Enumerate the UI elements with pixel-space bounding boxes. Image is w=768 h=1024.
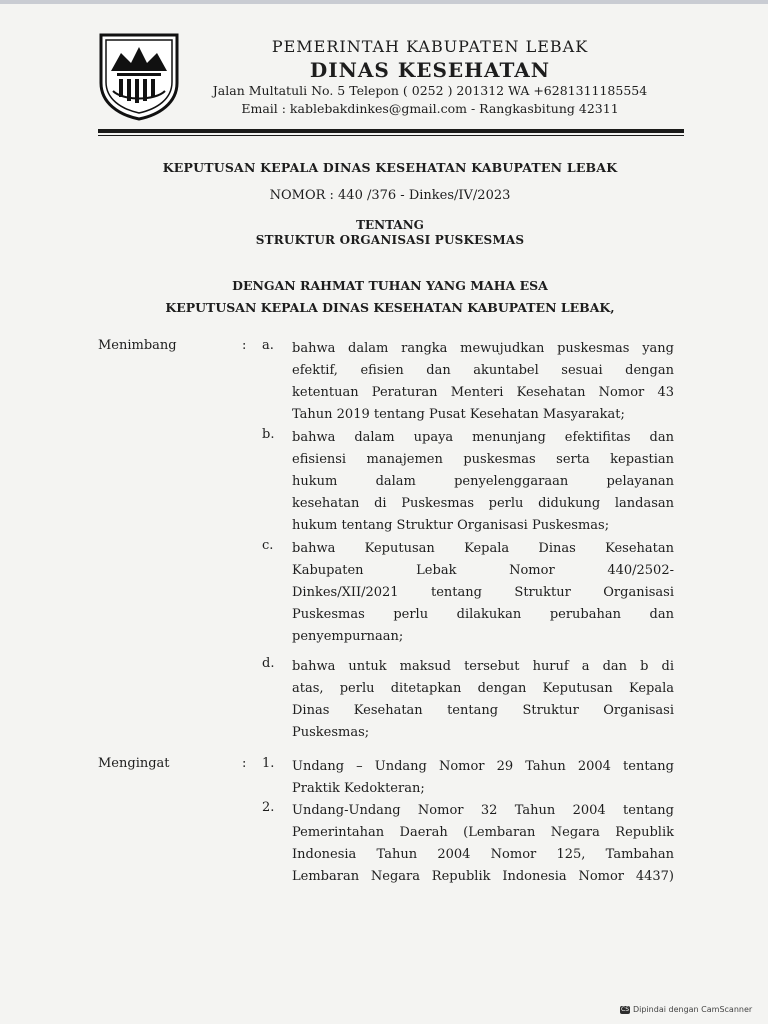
item-line: Lembaran Negara Republik Indonesia Nomor 4437) [292, 869, 674, 884]
item-line: Undang-Undang Nomor 32 Tahun 2004 tentang [292, 803, 674, 818]
decree-title: KEPUTUSAN KEPALA DINAS KESEHATAN KABUPATEN LEBAK [162, 160, 618, 175]
government-name: PEMERINTAH KABUPATEN LEBAK [271, 37, 589, 56]
item-line: bahwa dalam rangka mewujudkan puskesmas yang [292, 341, 674, 356]
item-marker: c. [262, 538, 274, 553]
decree-about: TENTANG [356, 218, 424, 232]
letterhead-rule-thick [98, 129, 684, 133]
item-marker: d. [262, 656, 275, 671]
item-line: bahwa Keputusan Kepala Dinas Kesehatan [292, 541, 674, 556]
item-line: kesehatan di Puskesmas perlu didukung landasan [292, 496, 674, 511]
decree-title-repeat: KEPUTUSAN KEPALA DINAS KESEHATAN KABUPATEN LEBAK, [165, 300, 615, 315]
item-line: efektif, efisien dan akuntabel sesuai dengan [292, 363, 674, 378]
item-marker: a. [262, 338, 274, 353]
blessing-line: DENGAN RAHMAT TUHAN YANG MAHA ESA [232, 278, 548, 293]
menimbang-colon: : [242, 338, 247, 353]
menimbang-label: Menimbang [98, 338, 177, 353]
item-line: bahwa dalam upaya menunjang efektifitas dan [292, 430, 674, 445]
item-line: Puskesmas; [292, 725, 370, 740]
office-address: Jalan Multatuli No. 5 Telepon ( 0252 ) 201312 WA +6281311185554 [212, 83, 648, 98]
item-line: Dinkes/XII/2021 tentang Struktur Organisasi [292, 585, 674, 600]
item-line: efisiensi manajemen puskesmas serta kepastian [292, 452, 674, 467]
item-line: Kabupaten Lebak Nomor 440/2502- [292, 563, 674, 578]
scan-edge [0, 0, 768, 4]
camscanner-icon: CS [621, 1006, 629, 1013]
item-line: atas, perlu ditetapkan dengan Keputusan Kepala [292, 681, 674, 696]
letterhead-rule-thin [98, 135, 684, 136]
item-marker: 2. [262, 800, 275, 815]
office-email: Email : kablebakdinkes@gmail.com - Rangkasbitung 42311 [241, 101, 619, 116]
item-line: Tahun 2019 tentang Pusat Kesehatan Masyarakat; [292, 407, 625, 422]
lebak-regency-emblem [97, 31, 181, 121]
item-marker: b. [262, 427, 275, 442]
item-line: Puskesmas perlu dilakukan perubahan dan [292, 607, 674, 622]
department-name: DINAS KESEHATAN [309, 58, 551, 82]
item-line: Undang – Undang Nomor 29 Tahun 2004 tentang [292, 759, 674, 774]
decree-number: NOMOR : 440 /376 - Dinkes/IV/2023 [269, 188, 511, 203]
item-line: penyempurnaan; [292, 629, 404, 644]
camscanner-watermark [620, 1005, 752, 1014]
item-line: ketentuan Peraturan Menteri Kesehatan Nomor 43 [292, 385, 674, 400]
item-line: Indonesia Tahun 2004 Nomor 125, Tambahan [292, 847, 674, 862]
item-line: Pemerintahan Daerah (Lembaran Negara Republik [292, 825, 674, 840]
mengingat-colon: : [242, 756, 247, 771]
item-line: bahwa untuk maksud tersebut huruf a dan b di [292, 659, 674, 674]
item-marker: 1. [262, 756, 275, 771]
item-line: hukum tentang Struktur Organisasi Puskesmas; [292, 518, 610, 533]
decree-subject: STRUKTUR ORGANISASI PUSKESMAS [255, 233, 525, 247]
item-line: Praktik Kedokteran; [292, 781, 425, 796]
mengingat-label: Mengingat [98, 756, 170, 771]
camscanner-text: Dipindai dengan CamScanner [633, 1005, 753, 1014]
item-line: hukum dalam penyelenggaraan pelayanan [292, 474, 674, 489]
item-line: Dinas Kesehatan tentang Struktur Organisasi [292, 703, 674, 718]
